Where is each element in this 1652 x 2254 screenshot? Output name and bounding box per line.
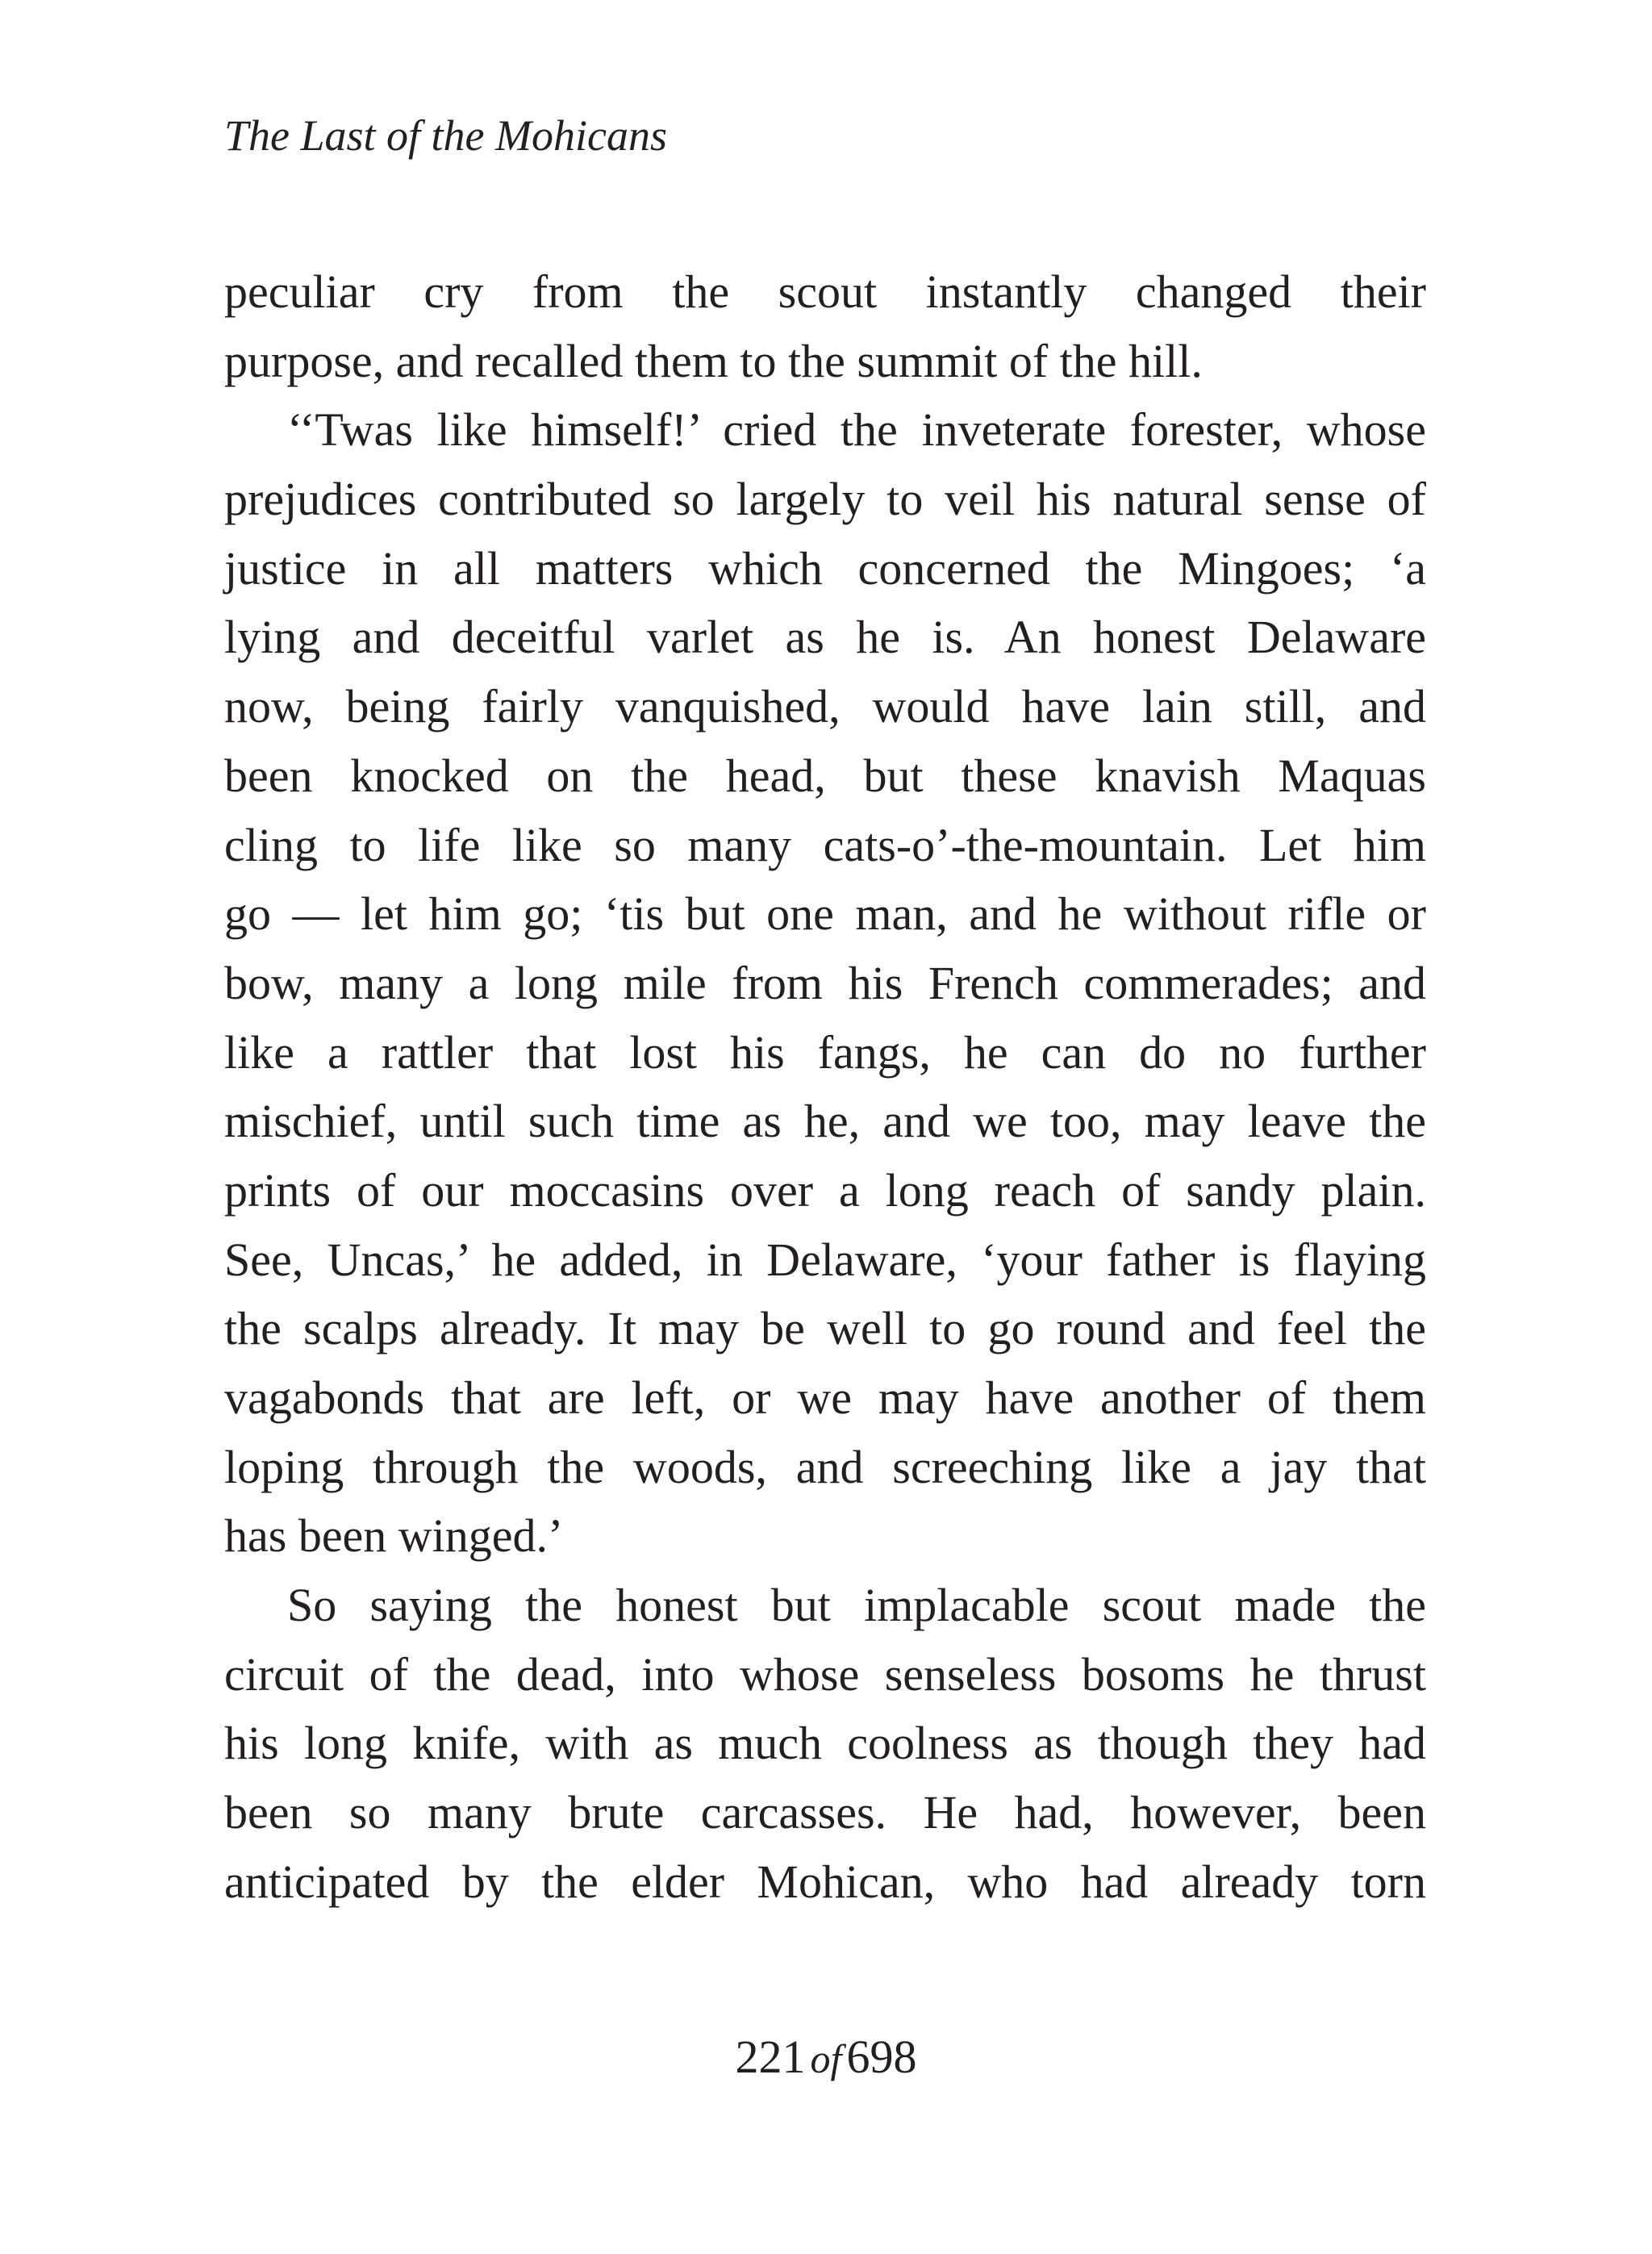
total-pages-number: 698 bbox=[846, 2031, 917, 2083]
text-line: the scalps already. It may be well to go round and feel the bbox=[224, 1302, 1426, 1355]
text-line: go — let him go; ‘tis but one man, and he without rifle or bbox=[224, 887, 1426, 941]
running-header: The Last of the Mohicans bbox=[224, 111, 667, 160]
text-line: See, Uncas,’ he added, in Delaware, ‘your father is flaying bbox=[224, 1233, 1426, 1286]
page-number bbox=[0, 2025, 1652, 2091]
paragraph bbox=[224, 395, 1426, 1571]
text-line: like a rattler that lost his fangs, he can do no further bbox=[224, 1025, 1426, 1079]
text-line: cling to life like so many cats-o’-the-mountain. Let him bbox=[224, 818, 1426, 871]
text-line: prints of our moccasins over a long reach of sandy plain. bbox=[224, 1163, 1426, 1217]
text-line: anticipated by the elder Mohican, who had already torn bbox=[224, 1855, 1426, 1908]
text-line: vagabonds that are left, or we may have another of them bbox=[224, 1371, 1426, 1424]
page-of-label: of bbox=[810, 2036, 842, 2081]
paragraph bbox=[224, 257, 1426, 395]
text-line: been knocked on the head, but these knavish Maquas bbox=[224, 749, 1426, 802]
text-line: has been winged.’ bbox=[224, 1509, 564, 1563]
text-line: justice in all matters which concerned the Mingoes; ‘a bbox=[224, 541, 1426, 595]
text-line: peculiar cry from the scout instantly changed their bbox=[224, 265, 1426, 318]
text-line: been so many brute carcasses. He had, however, been bbox=[224, 1786, 1426, 1839]
text-line: lying and deceitful varlet as he is. An honest Delaware bbox=[224, 611, 1426, 664]
text-line: mischief, until such time as he, and we too, may leave the bbox=[224, 1095, 1426, 1148]
body-text bbox=[224, 257, 1426, 1917]
text-line: bow, many a long mile from his French commerades; and bbox=[224, 956, 1426, 1009]
text-line: prejudices contributed so largely to veil his natural sense of bbox=[224, 473, 1426, 526]
paragraph bbox=[224, 1571, 1426, 1916]
text-line: circuit of the dead, into whose senseless bosoms he thrust bbox=[224, 1647, 1426, 1701]
text-line: So saying the honest but implacable scout made the bbox=[287, 1579, 1426, 1632]
text-line: purpose, and recalled them to the summit of the hill. bbox=[224, 334, 1203, 387]
text-line: ‘‘Twas like himself!’ cried the inveterate forester, whose bbox=[287, 403, 1426, 457]
text-line: his long knife, with as much coolness as though they had bbox=[224, 1717, 1426, 1770]
text-line: now, being fairly vanquished, would have lain still, and bbox=[224, 680, 1426, 733]
text-line: loping through the woods, and screeching like a jay that bbox=[224, 1440, 1426, 1493]
current-page-number: 221 bbox=[735, 2031, 806, 2083]
